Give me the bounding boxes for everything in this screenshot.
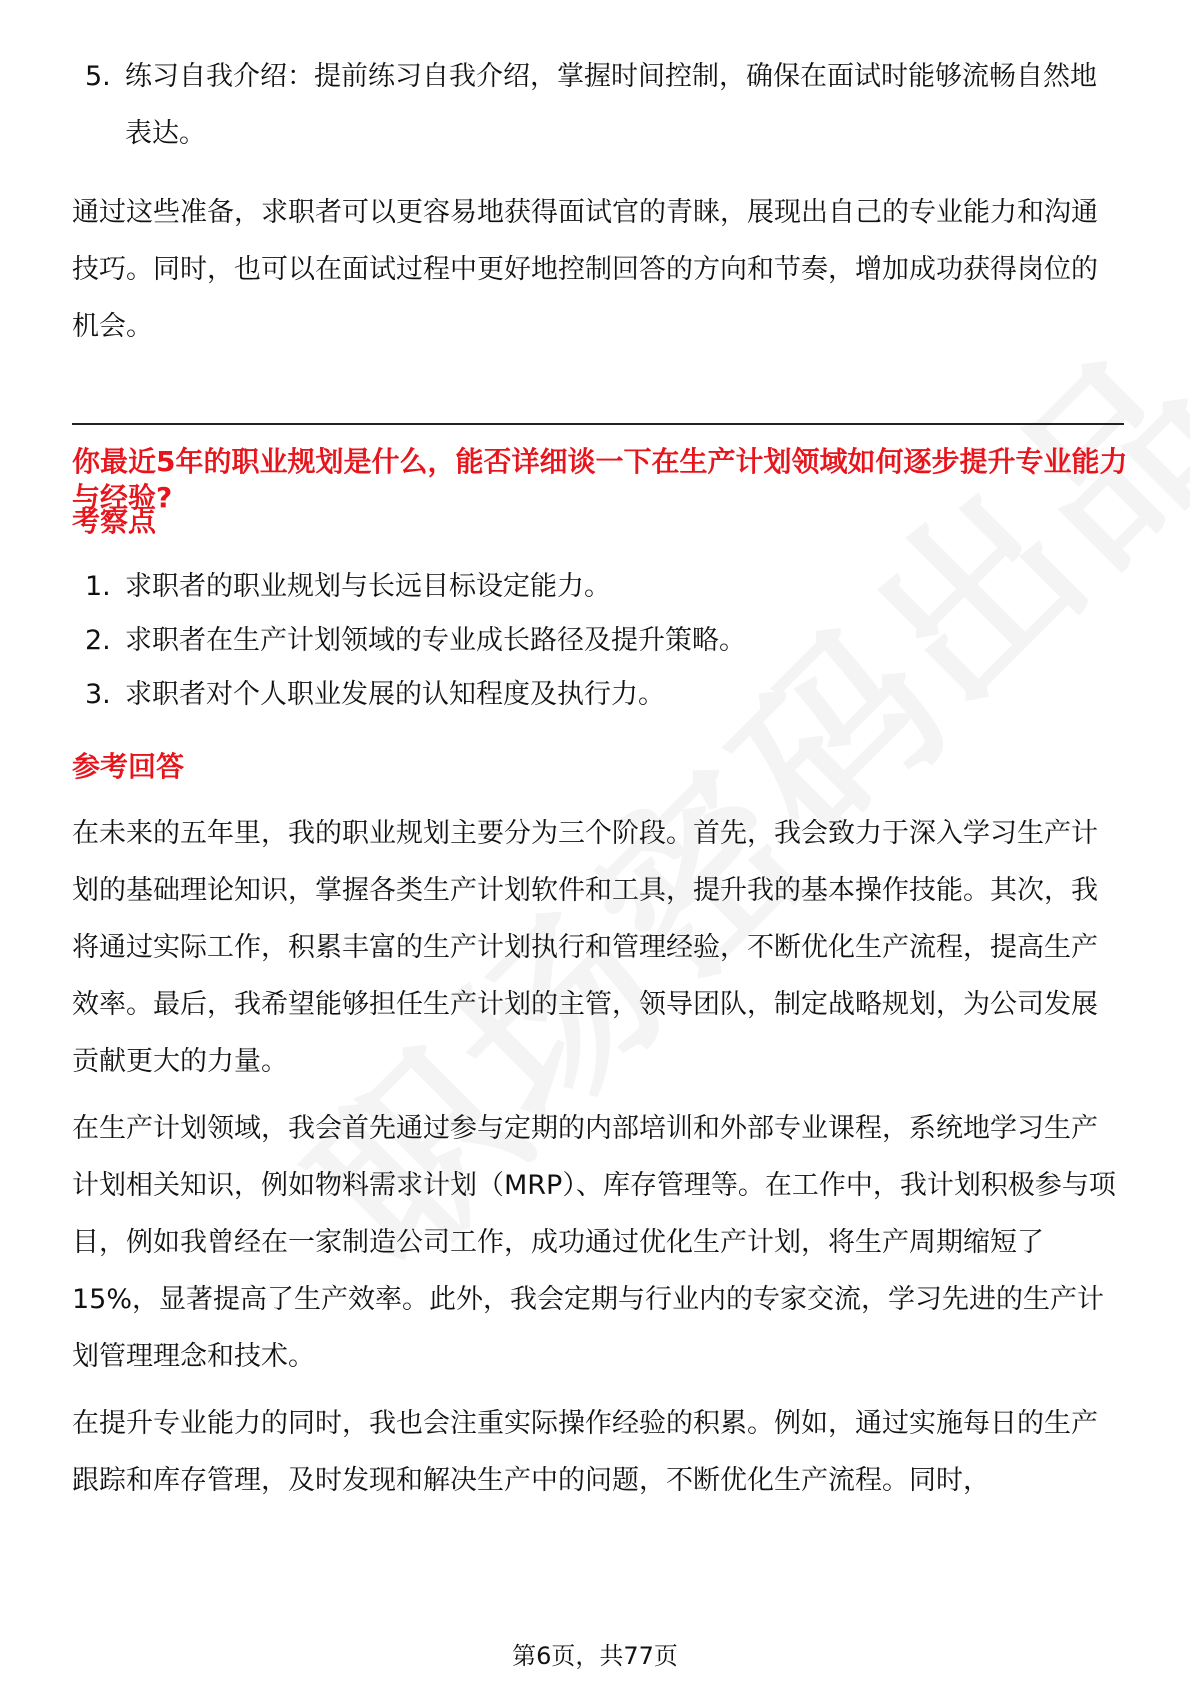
list-item-text: 求职者在生产计划领域的专业成长路径及提升策略。	[125, 625, 746, 656]
list-item-number: 5.	[85, 61, 111, 92]
answer-paragraph: 在未来的五年里，我的职业规划主要分为三个阶段。首先，我会致力于深入学习生产计划的基础理论知识，掌握各类生产计划软件和工具，提升我的基本操作技能。其次，我将通过实际工作，积累丰富的生产计划执行和管理经验，不断优化生产流程，提高生产效率。最后，我希望能够担任生产计划的主管，领导团队，制定战略规划，为公司发展贡献更大的力量。	[72, 818, 1098, 1077]
question-title: 你最近5年的职业规划是什么，能否详细谈一下在生产计划领域如何逐步提升专业能力与经验?	[72, 445, 1128, 514]
list-item-text: 练习自我介绍：提前练习自我介绍，掌握时间控制，确保在面试时能够流畅自然地表达。	[125, 61, 1097, 149]
list-item-text: 求职者对个人职业发展的认知程度及执行力。	[125, 679, 665, 710]
list-item-number: 3.	[85, 679, 111, 710]
assessment-heading: 考察点	[72, 505, 157, 538]
list-item	[85, 666, 1120, 723]
list-item-number: 2.	[85, 625, 111, 656]
list-item	[85, 612, 1120, 669]
section-divider	[72, 423, 1124, 425]
list-item-number: 1.	[85, 571, 111, 602]
page-number: 第6页，共77页	[512, 1642, 678, 1670]
list-item-text: 求职者的职业规划与长远目标设定能力。	[125, 571, 611, 602]
answer-paragraph: 在生产计划领域，我会首先通过参与定期的内部培训和外部专业课程，系统地学习生产计划相关知识，例如物料需求计划（MRP）、库存管理等。在工作中，我计划积极参与项目，例如我曾经在一家制造公司工作，成功通过优化生产计划，将生产周期缩短了15%，显著提高了生产效率。此外，我会定期与行业内的专家交流，学习先进的生产计划管理理念和技术。	[72, 1113, 1116, 1372]
list-item	[85, 558, 1120, 615]
list-item	[85, 48, 1120, 162]
summary-paragraph: 通过这些准备，求职者可以更容易地获得面试官的青睐，展现出自己的专业能力和沟通技巧。同时，也可以在面试过程中更好地控制回答的方向和节奏，增加成功获得岗位的机会。	[72, 197, 1098, 342]
answer-paragraph: 在提升专业能力的同时，我也会注重实际操作经验的积累。例如，通过实施每日的生产跟踪和库存管理，及时发现和解决生产中的问题，不断优化生产流程。同时，	[72, 1408, 1098, 1496]
answer-heading: 参考回答	[72, 750, 185, 783]
